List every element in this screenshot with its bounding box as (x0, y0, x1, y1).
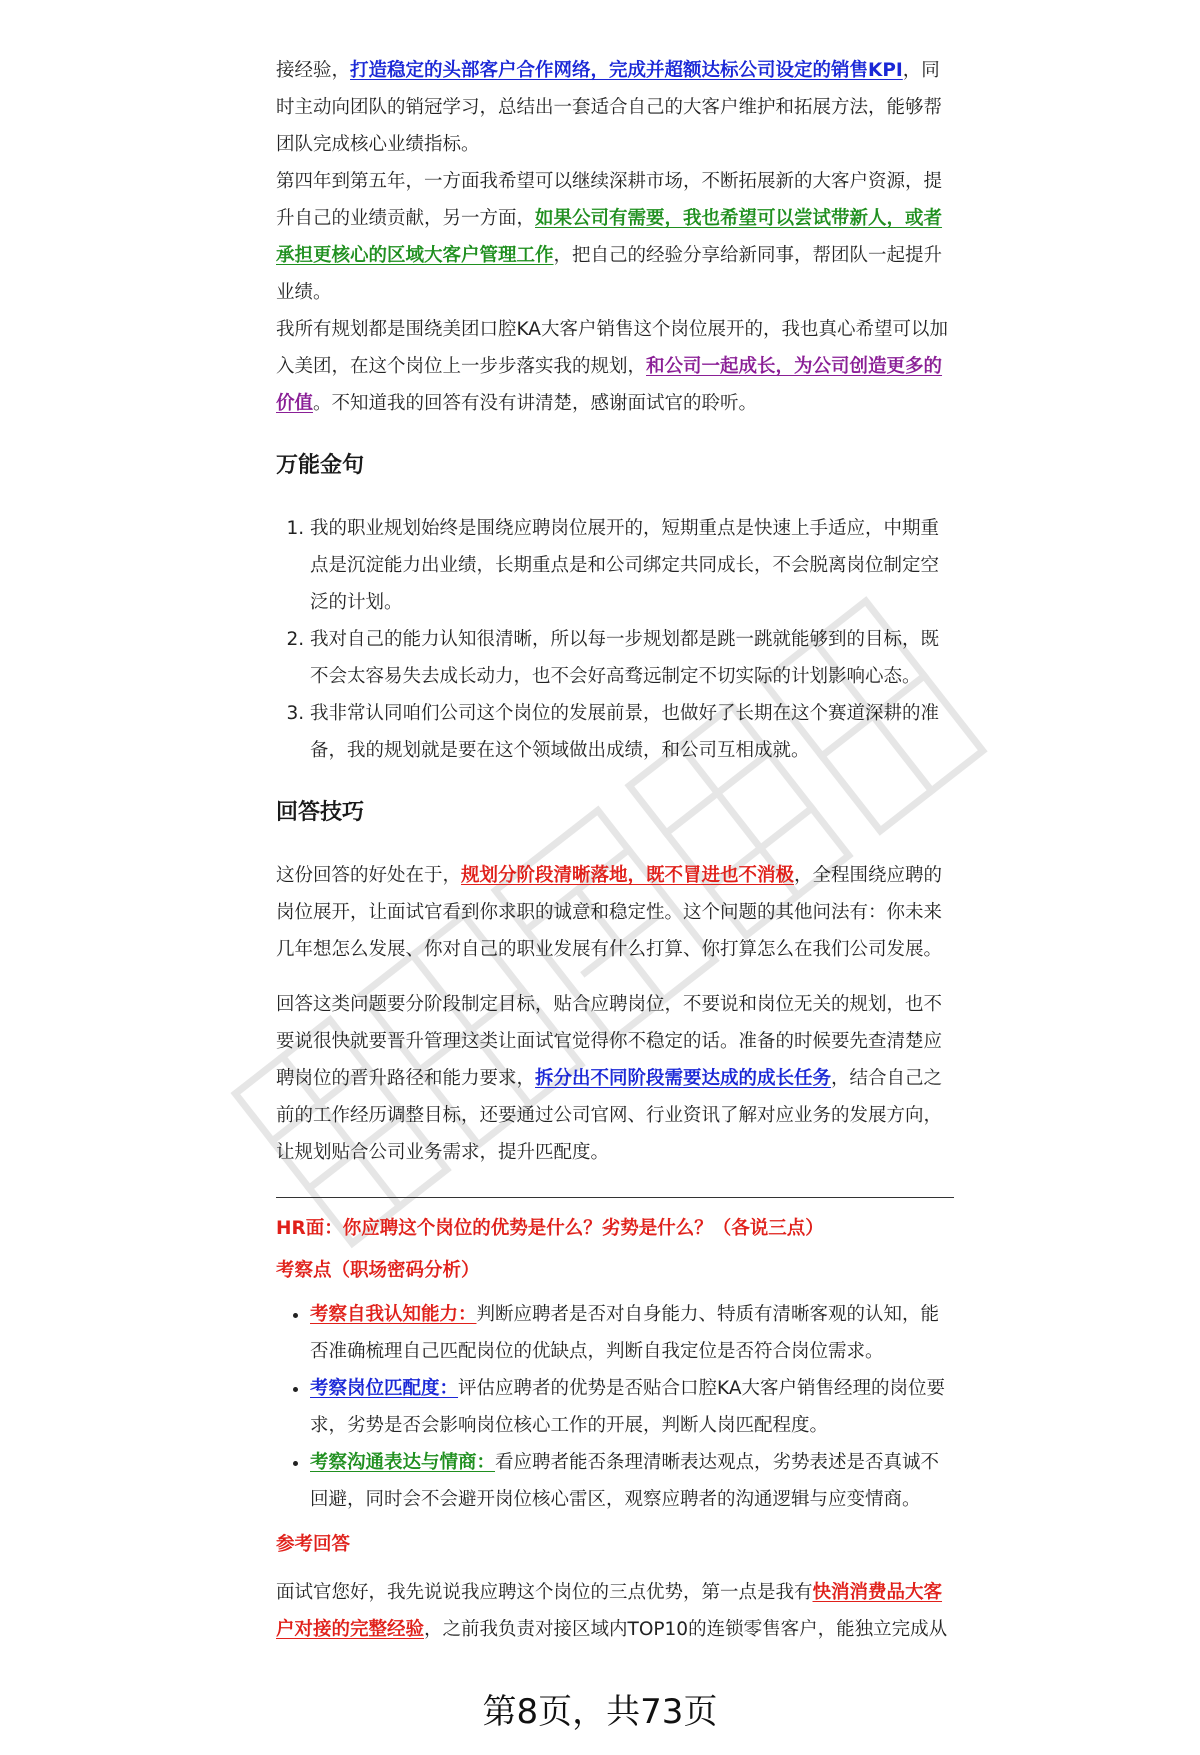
list-item (310, 1444, 954, 1518)
point-label: 考察自我认知能力： (310, 1304, 477, 1325)
paragraph-text: 面试官您好，我先说说我应聘这个岗位的三点优势，第一点是我有 (276, 1582, 813, 1603)
highlight-text: 拆分出不同阶段需要达成的成长任务 (535, 1068, 832, 1089)
document-content (276, 52, 954, 1648)
body-paragraph (276, 857, 954, 968)
page-number-footer: 第8页，共73页 (482, 1692, 718, 1732)
list-item: 3. 我非常认同咱们公司这个岗位的发展前景，也做好了长期在这个赛道深耕的准备，我的规划就是要在这个领域做出成绩，和公司互相成就。 (310, 695, 954, 769)
assessment-points-title: 考察点（职场密码分析） (276, 1260, 480, 1281)
golden-sentences-heading: 万能金句 (276, 453, 365, 478)
paragraph-text: 回答这类问题要分阶段制定目标，贴合应聘岗位，不要说和岗位无关的规划，也不要说很快就要晋升管理这类让面试官觉得你不稳定的话。准备的时候要先查清楚应聘岗位的晋升路径和能力要求， (276, 994, 943, 1089)
paragraph-text: 第四年到第五年，一方面我希望可以继续深耕市场，不断拓展新的大客户资源，提升自己的业绩贡献，另一方面， (276, 171, 943, 229)
body-paragraph (276, 986, 954, 1171)
paragraph-text: 。不知道我的回答有没有讲清楚，感谢面试官的聆听。 (313, 393, 758, 414)
body-paragraph (276, 163, 954, 311)
golden-sentences-list (276, 510, 954, 769)
point-text: 评估应聘者的优势是否贴合口腔KA大客户销售经理的岗位要求，劣势是否会影响岗位核心工作的开展，判断人岗匹配程度。 (310, 1378, 945, 1436)
paragraph-text: 这份回答的好处在于， (276, 865, 462, 886)
list-item: 1. 我的职业规划始终是围绕应聘岗位展开的，短期重点是快速上手适应，中期重点是沉淀能力出业绩，长期重点是和公司绑定共同成长，不会脱离岗位制定空泛的计划。 (310, 510, 954, 621)
paragraph-text: ，之前我负责对接区域内TOP10的连锁零售客户，能独立完成从 (424, 1619, 948, 1640)
paragraph-text: ，结合自己之前的工作经历调整目标，还要通过公司官网、行业资讯了解对应业务的发展方向，让规划贴合公司业务需求，提升匹配度。 (276, 1068, 943, 1163)
point-label: 考察岗位匹配度： (310, 1378, 459, 1399)
answer-tips-heading: 回答技巧 (276, 800, 365, 825)
point-text: 看应聘者能否条理清晰表达观点，劣势表述是否真诚不回避，同时会不会避开岗位核心雷区，观察应聘者的沟通逻辑与应变情商。 (310, 1452, 940, 1510)
paragraph-text: ，同时主动向团队的销冠学习，总结出一套适合自己的大客户维护和拓展方法，能够帮团队完成核心业绩指标。 (276, 60, 943, 155)
list-item: 2. 我对自己的能力认知很清晰，所以每一步规划都是跳一跳就能够到的目标，既不会太容易失去成长动力，也不会好高骛远制定不切实际的计划影响心态。 (310, 621, 954, 695)
reference-answer-title: 参考回答 (276, 1534, 351, 1555)
highlight-text: 打造稳定的头部客户合作网络，完成并超额达标公司设定的销售KPI (350, 60, 903, 81)
assessment-points-list (276, 1296, 954, 1518)
paragraph-text: 我所有规划都是围绕美团口腔KA大客户销售这个岗位展开的，我也真心希望可以加入美团，在这个岗位上一步步落实我的规划， (276, 319, 948, 377)
body-paragraph (276, 52, 954, 163)
paragraph-text: 接经验， (276, 60, 351, 81)
list-item (310, 1296, 954, 1370)
paragraph-text: ，把自己的经验分享给新同事，帮团队一起提升业绩。 (276, 245, 943, 303)
highlight-text: 如果公司有需要，我也希望可以尝试带新人，或者承担更核心的区域大客户管理工作 (276, 208, 943, 266)
section-divider (276, 1197, 954, 1198)
hr-question-title: HR面：你应聘这个岗位的优势是什么？劣势是什么？（各说三点） (276, 1218, 824, 1239)
highlight-text: 规划分阶段清晰落地，既不冒进也不消极 (461, 865, 795, 886)
point-text: 判断应聘者是否对自身能力、特质有清晰客观的认知，能否准确梳理自己匹配岗位的优缺点，判断自我定位是否符合岗位需求。 (310, 1304, 940, 1362)
body-paragraph (276, 1574, 954, 1648)
list-item (310, 1370, 954, 1444)
paragraph-text: ，全程围绕应聘的岗位展开，让面试官看到你求职的诚意和稳定性。这个问题的其他问法有：你未来几年想怎么发展、你对自己的职业发展有什么打算、你打算怎么在我们公司发展。 (276, 865, 943, 960)
point-label: 考察沟通表达与情商： (310, 1452, 496, 1473)
body-paragraph (276, 311, 954, 422)
highlight-text: 快消消费品大客户对接的完整经验 (276, 1582, 943, 1640)
highlight-text: 和公司一起成长，为公司创造更多的价值 (276, 356, 943, 414)
